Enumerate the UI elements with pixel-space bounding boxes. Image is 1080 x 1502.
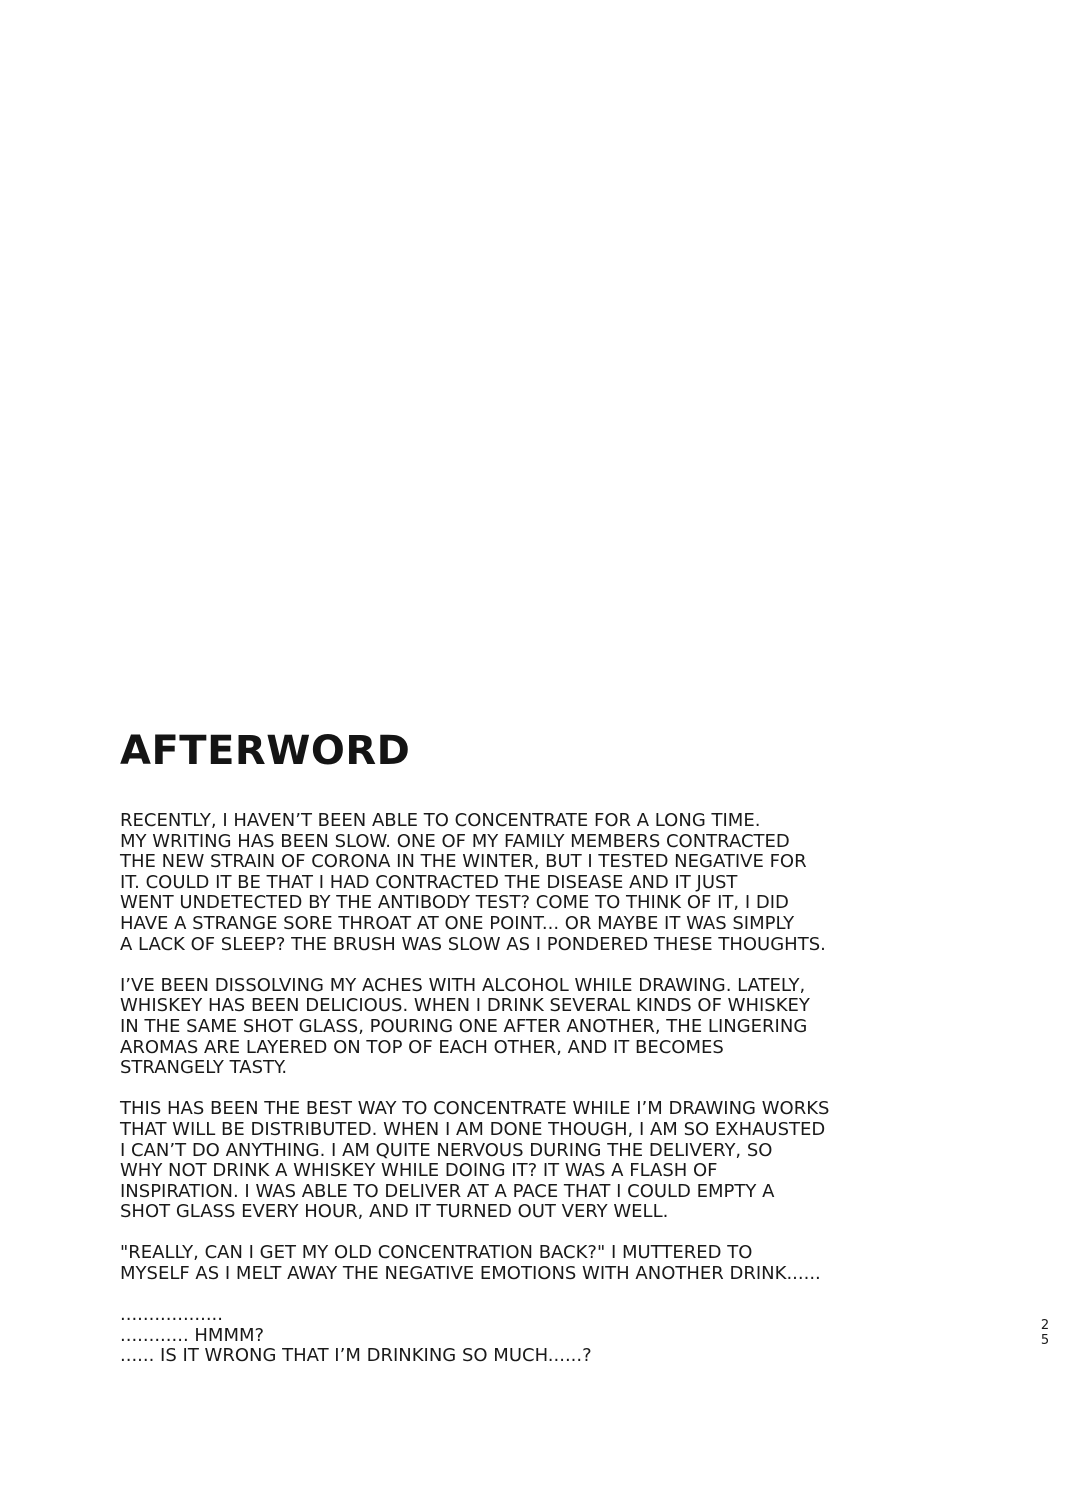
afterword-paragraph bbox=[120, 1305, 940, 1367]
afterword-paragraph bbox=[120, 811, 940, 955]
text-line: "REALLY, CAN I GET MY OLD CONCENTRATION BACK?" I MUTTERED TO bbox=[120, 1242, 753, 1264]
text-line: RECENTLY, I HAVEN’T BEEN ABLE TO CONCENTRATE FOR A LONG TIME. bbox=[120, 810, 761, 831]
text-line: MYSELF AS I MELT AWAY THE NEGATIVE EMOTIONS WITH ANOTHER DRINK...... bbox=[120, 1263, 821, 1285]
afterword-paragraph bbox=[120, 1099, 940, 1223]
text-line: A LACK OF SLEEP? THE BRUSH WAS SLOW AS I PONDERED THESE THOUGHTS. bbox=[120, 933, 826, 955]
page-number bbox=[1038, 1318, 1052, 1348]
text-line: STRANGELY TASTY. bbox=[120, 1057, 288, 1079]
text-line: WENT UNDETECTED BY THE ANTIBODY TEST? COME TO THINK OF IT, I DID bbox=[120, 892, 789, 914]
text-line: IT. COULD IT BE THAT I HAD CONTRACTED THE DISEASE AND IT JUST bbox=[120, 871, 738, 893]
text-line: HAVE A STRANGE SORE THROAT AT ONE POINT... OR MAYBE IT WAS SIMPLY bbox=[120, 912, 795, 934]
afterword-body bbox=[120, 811, 940, 1388]
text-line: INSPIRATION. I WAS ABLE TO DELIVER AT A PACE THAT I COULD EMPTY A bbox=[120, 1180, 775, 1202]
text-line: ............ HMMM? bbox=[120, 1324, 265, 1346]
text-line: WHY NOT DRINK A WHISKEY WHILE DOING IT? IT WAS A FLASH OF bbox=[120, 1160, 718, 1182]
afterword-paragraph bbox=[120, 976, 940, 1079]
text-line: THAT WILL BE DISTRIBUTED. WHEN I AM DONE THOUGH, I AM SO EXHAUSTED bbox=[120, 1118, 826, 1140]
text-line: MY WRITING HAS BEEN SLOW. ONE OF MY FAMILY MEMBERS CONTRACTED bbox=[120, 830, 790, 852]
text-line: I’VE BEEN DISSOLVING MY ACHES WITH ALCOHOL WHILE DRAWING. LATELY, bbox=[120, 974, 806, 996]
text-line: SHOT GLASS EVERY HOUR, AND IT TURNED OUT VERY WELL. bbox=[120, 1201, 669, 1223]
text-line: ...... IS IT WRONG THAT I’M DRINKING SO MUCH......? bbox=[120, 1345, 592, 1367]
text-line: .................. bbox=[120, 1304, 223, 1326]
afterword-paragraph bbox=[120, 1243, 940, 1284]
text-line: THE NEW STRAIN OF CORONA IN THE WINTER, BUT I TESTED NEGATIVE FOR bbox=[120, 851, 807, 873]
text-line: I CAN’T DO ANYTHING. I AM QUITE NERVOUS DURING THE DELIVERY, SO bbox=[120, 1139, 773, 1161]
text-line: WHISKEY HAS BEEN DELICIOUS. WHEN I DRINK SEVERAL KINDS OF WHISKEY bbox=[120, 995, 810, 1017]
page-number-ones: 5 bbox=[1040, 1333, 1050, 1348]
text-line: THIS HAS BEEN THE BEST WAY TO CONCENTRATE WHILE I’M DRAWING WORKS bbox=[120, 1098, 830, 1120]
text-line: IN THE SAME SHOT GLASS, POURING ONE AFTER ANOTHER, THE LINGERING bbox=[120, 1015, 808, 1037]
page-number-tens: 2 bbox=[1040, 1318, 1050, 1333]
text-line: AROMAS ARE LAYERED ON TOP OF EACH OTHER, AND IT BECOMES bbox=[120, 1036, 724, 1058]
afterword-title: AFTERWORD bbox=[120, 728, 411, 774]
